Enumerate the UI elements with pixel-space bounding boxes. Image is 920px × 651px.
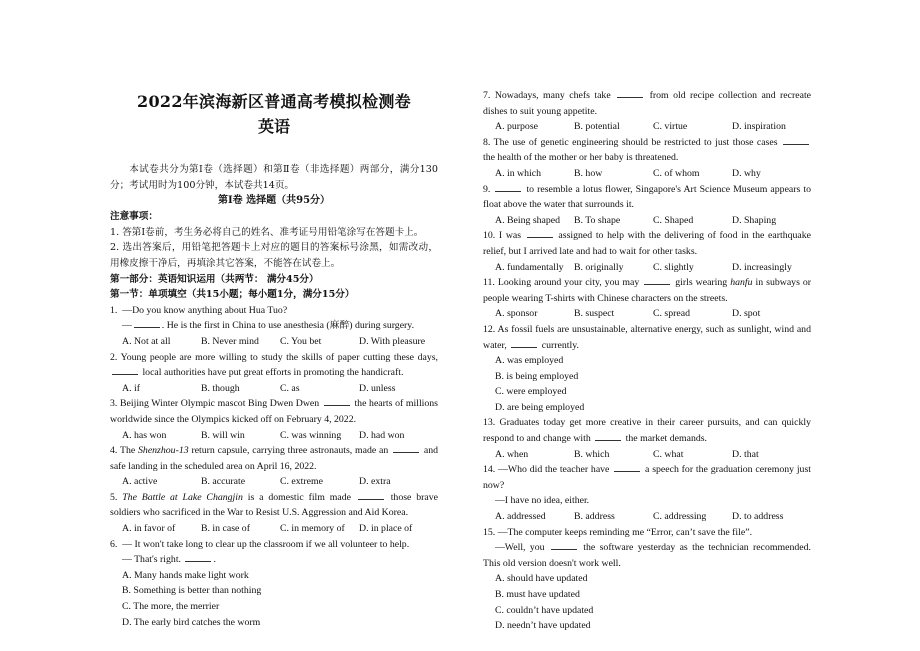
question-stem: Looking around your city, you may <box>497 277 640 289</box>
option-b: B. must have updated <box>495 589 580 600</box>
option-d: D. in place of <box>359 523 413 535</box>
question-number: 12. <box>483 323 496 335</box>
question-12 <box>483 322 811 353</box>
question-number: 11. <box>483 277 495 289</box>
options-q8 <box>483 166 811 182</box>
question-4 <box>110 443 438 474</box>
question-10 <box>483 228 811 259</box>
subsection1-heading: 第一节：单项填空（共15小题；每小题1分，满分15分） <box>110 289 355 301</box>
options-q11 <box>483 306 811 322</box>
option-c: C. were employed <box>495 386 567 398</box>
option-a: A. purpose <box>495 121 538 133</box>
options-q6 <box>110 568 438 630</box>
answer-blank <box>185 552 211 562</box>
question-11 <box>483 275 811 306</box>
option-c: C. was winning <box>280 429 342 441</box>
question-number: 8. <box>483 136 491 148</box>
option-b: B. though <box>201 382 240 394</box>
option-a: A. when <box>495 448 529 460</box>
answer-blank <box>134 318 160 328</box>
option-a: A. should have updated <box>495 573 588 585</box>
option-a: A. Being shaped <box>495 214 561 226</box>
option-c: C. extreme <box>280 476 323 488</box>
options-q3 <box>110 428 438 444</box>
option-d: D. are being employed <box>495 401 585 413</box>
question-number: 10. <box>483 230 496 242</box>
answer-blank <box>595 431 621 441</box>
option-d: D. Shaping <box>732 214 777 226</box>
question-stem: Young people are more willing to study the skills of paper cutting these days, <box>120 351 438 363</box>
question-number: 1. <box>110 304 118 316</box>
option-a: A. in favor of <box>122 523 176 535</box>
answer-blank <box>614 462 640 472</box>
question-stem: Graduates today get more creative in their career pursuits, and can quickly respond to and change with <box>483 417 811 445</box>
option-a: A. sponsor <box>495 308 538 320</box>
italic-term: hanfu <box>730 277 753 289</box>
options-q14 <box>483 509 811 525</box>
italic-term: The Battle at Lake Changjin <box>122 491 243 503</box>
question-stem: — It won't take long to clear up the classroom if we all volunteer to help. <box>122 538 410 550</box>
question-stem: I was <box>498 230 522 242</box>
answer-blank <box>644 275 670 285</box>
question-6 <box>110 537 438 568</box>
answer-blank <box>358 490 384 500</box>
note-2: 2. 选出答案后，用铅笔把答题卡上对应的题目的答案标号涂黑，如需改动，用橡皮擦干净后，再填涂其它答案，不能答在试卷上。 <box>110 242 438 269</box>
question-stem: Beijing Winter Olympic mascot Bing Dwen Dwen <box>120 398 320 410</box>
question-stem: currently. <box>541 339 579 351</box>
stem-text: — <box>122 320 132 332</box>
option-a: A. if <box>122 382 140 394</box>
question-number: 14. <box>483 464 496 476</box>
option-b: B. in case of <box>201 523 250 535</box>
question-2 <box>110 350 438 381</box>
question-stem: a speech for the graduation ceremony just now? <box>483 464 811 491</box>
answer-blank <box>551 540 577 550</box>
question-number: 5. <box>110 491 118 503</box>
question-stem: return capsule, carrying three astronauts, made an <box>191 445 389 457</box>
option-d: D. spot <box>732 308 761 320</box>
option-d: D. With pleasure <box>359 335 426 347</box>
question-number: 9. <box>483 183 491 195</box>
option-b: B. will win <box>201 429 245 441</box>
question-15 <box>483 525 811 572</box>
question-reply: —I have no idea, either. <box>495 495 590 507</box>
option-d: D. why <box>732 167 761 179</box>
question-stem: the health of the mother or her baby is threatened. <box>483 152 679 164</box>
option-d: D. that <box>732 448 759 460</box>
option-d: D. unless <box>359 382 396 394</box>
options-q2 <box>110 381 438 397</box>
answer-blank <box>783 135 809 145</box>
note-1: 1. 答第Ⅰ卷前，考生务必将自己的姓名、准考证号用铅笔涂写在答题卡上。 <box>110 226 424 238</box>
option-d: D. to address <box>732 511 784 523</box>
option-d: D. The early bird catches the worm <box>122 616 261 628</box>
answer-blank <box>324 396 350 406</box>
question-number: 15. <box>483 526 496 538</box>
option-b: B. Something is better than nothing <box>122 585 262 597</box>
answer-blank <box>617 88 643 98</box>
exam-title: 2022年滨海新区普通高考模拟检测卷 <box>137 92 411 111</box>
options-q15 <box>483 571 811 633</box>
option-c: C. virtue <box>653 121 688 133</box>
question-14 <box>483 462 811 509</box>
part1-heading: 第Ⅰ卷 选择题（共95分） <box>217 195 331 207</box>
options-q5 <box>110 521 438 537</box>
option-b: B. suspect <box>574 308 615 320</box>
option-a: A. active <box>122 476 158 488</box>
option-a: A. fundamentally <box>495 261 564 273</box>
question-stem: the market demands. <box>625 433 707 445</box>
option-b: B. how <box>574 167 603 179</box>
right-column <box>483 88 811 634</box>
answer-blank <box>527 228 553 238</box>
options-q9 <box>483 213 811 229</box>
options-q12 <box>483 353 811 415</box>
option-c: C. You bet <box>280 335 322 347</box>
option-b: B. originally <box>574 261 624 273</box>
question-stem: The <box>119 445 136 457</box>
question-number: 6. <box>110 538 118 550</box>
answer-blank <box>393 443 419 453</box>
stem-text: — That's right. <box>122 554 182 566</box>
option-c: C. what <box>653 448 684 460</box>
exam-intro: 本试卷共分为第Ⅰ卷（选择题）和第Ⅱ卷（非选择题）两部分，满分130分；考试用时为100分钟，本试卷共14页。 <box>110 164 438 191</box>
option-a: A. Not at all <box>122 335 171 347</box>
option-b: B. potential <box>574 121 620 133</box>
question-stem: to resemble a lotus flower, Singapore's Art Science Museum appears to float above the water that surrounds it. <box>483 183 811 211</box>
question-stem: The use of genetic engineering should be restricted to just those cases <box>493 136 778 148</box>
option-c: C. The more, the merrier <box>122 601 220 613</box>
question-number: 13. <box>483 417 496 429</box>
answer-blank <box>495 182 521 192</box>
option-d: D. had won <box>359 429 405 441</box>
question-stem: girls wearing <box>675 277 728 289</box>
stem-text: . He is the first in China to use anesthesia (麻醉) during surgery. <box>161 320 415 332</box>
option-c: C. couldn’t have updated <box>495 604 594 616</box>
options-q13 <box>483 447 811 463</box>
question-13 <box>483 415 811 446</box>
options-q4 <box>110 474 438 490</box>
question-number: 7. <box>483 90 491 101</box>
option-d: D. needn’t have updated <box>495 620 591 632</box>
question-stem: assigned to help with the delivering of food in the earthquake relief, but I arrived late and had to wait for other tasks. <box>483 230 812 257</box>
stem-text: —Well, you <box>495 542 545 554</box>
question-stem: As fossil fuels are unsustainable, alternative energy, such as sunlight, wind and water, <box>483 323 811 351</box>
question-stem: the hearts of millions worldwide since the Olympics kicked off on February 4, 2022. <box>110 398 438 425</box>
question-stem: —Who did the teacher have <box>498 464 610 476</box>
option-b: B. which <box>574 448 610 460</box>
option-c: C. addressing <box>653 511 707 523</box>
option-a: A. was employed <box>495 355 564 367</box>
question-8 <box>483 135 811 166</box>
question-1 <box>110 303 438 334</box>
option-a: A. in which <box>495 167 541 179</box>
italic-term: Shenzhou-13 <box>138 445 189 457</box>
exam-subject: 英语 <box>257 117 290 136</box>
question-stem: —The computer keeps reminding me “Error, can’t save the file”. <box>497 526 753 538</box>
option-a: A. Many hands make light work <box>122 569 249 581</box>
option-c: C. of whom <box>653 167 700 179</box>
stem-text: . <box>213 554 216 566</box>
option-a: A. addressed <box>495 511 546 523</box>
options-q1 <box>110 334 438 350</box>
option-c: C. as <box>280 382 300 394</box>
option-d: D. inspiration <box>732 121 786 133</box>
option-c: C. in memory of <box>280 523 345 535</box>
question-stem: in subways or people wearing T-shirts with Chinese characters on the streets. <box>483 277 812 304</box>
question-stem: those brave soldiers who sacrificed in the War to Resist U.S. Aggression and Aid Korea. <box>110 491 438 519</box>
section1-heading: 第一部分：英语知识运用（共两节： 满分45分） <box>110 273 319 285</box>
answer-blank <box>112 365 138 375</box>
question-stem: and safe landing in the scheduled area on April 16, 2022. <box>110 445 438 472</box>
question-stem: —Do you know anything about Hua Tuo? <box>122 304 288 316</box>
option-d: D. extra <box>359 476 391 488</box>
option-b: B. To shape <box>574 214 621 226</box>
option-c: C. slightly <box>653 261 694 273</box>
question-number: 4. <box>110 445 118 457</box>
question-5 <box>110 490 438 521</box>
question-3 <box>110 396 438 427</box>
option-b: B. address <box>574 511 615 523</box>
left-column <box>110 88 438 630</box>
option-d: D. increasingly <box>732 261 792 273</box>
options-q10 <box>483 260 811 276</box>
question-7 <box>483 88 811 119</box>
stem-text: the software yesterday as the technician recommended. This old version doesn't work well. <box>483 542 811 569</box>
answer-blank <box>511 338 537 348</box>
option-a: A. has won <box>122 429 167 441</box>
question-number: 2. <box>110 351 118 363</box>
options-q7 <box>483 119 811 135</box>
question-stem: from old recipe collection and recreate dishes to suit young appetite. <box>483 90 812 117</box>
option-b: B. accurate <box>201 476 246 488</box>
question-9 <box>483 182 811 213</box>
question-stem: Nowadays, many chefs take <box>494 90 611 101</box>
notes-heading: 注意事项： <box>110 211 158 223</box>
option-c: C. Shaped <box>653 214 694 226</box>
question-number: 3. <box>110 398 118 410</box>
option-b: B. Never mind <box>201 335 259 347</box>
question-stem: local authorities have put great efforts in promoting the handicraft. <box>142 367 404 379</box>
option-b: B. is being employed <box>495 370 579 382</box>
option-c: C. spread <box>653 308 691 320</box>
question-stem: is a domestic film made <box>247 491 351 503</box>
